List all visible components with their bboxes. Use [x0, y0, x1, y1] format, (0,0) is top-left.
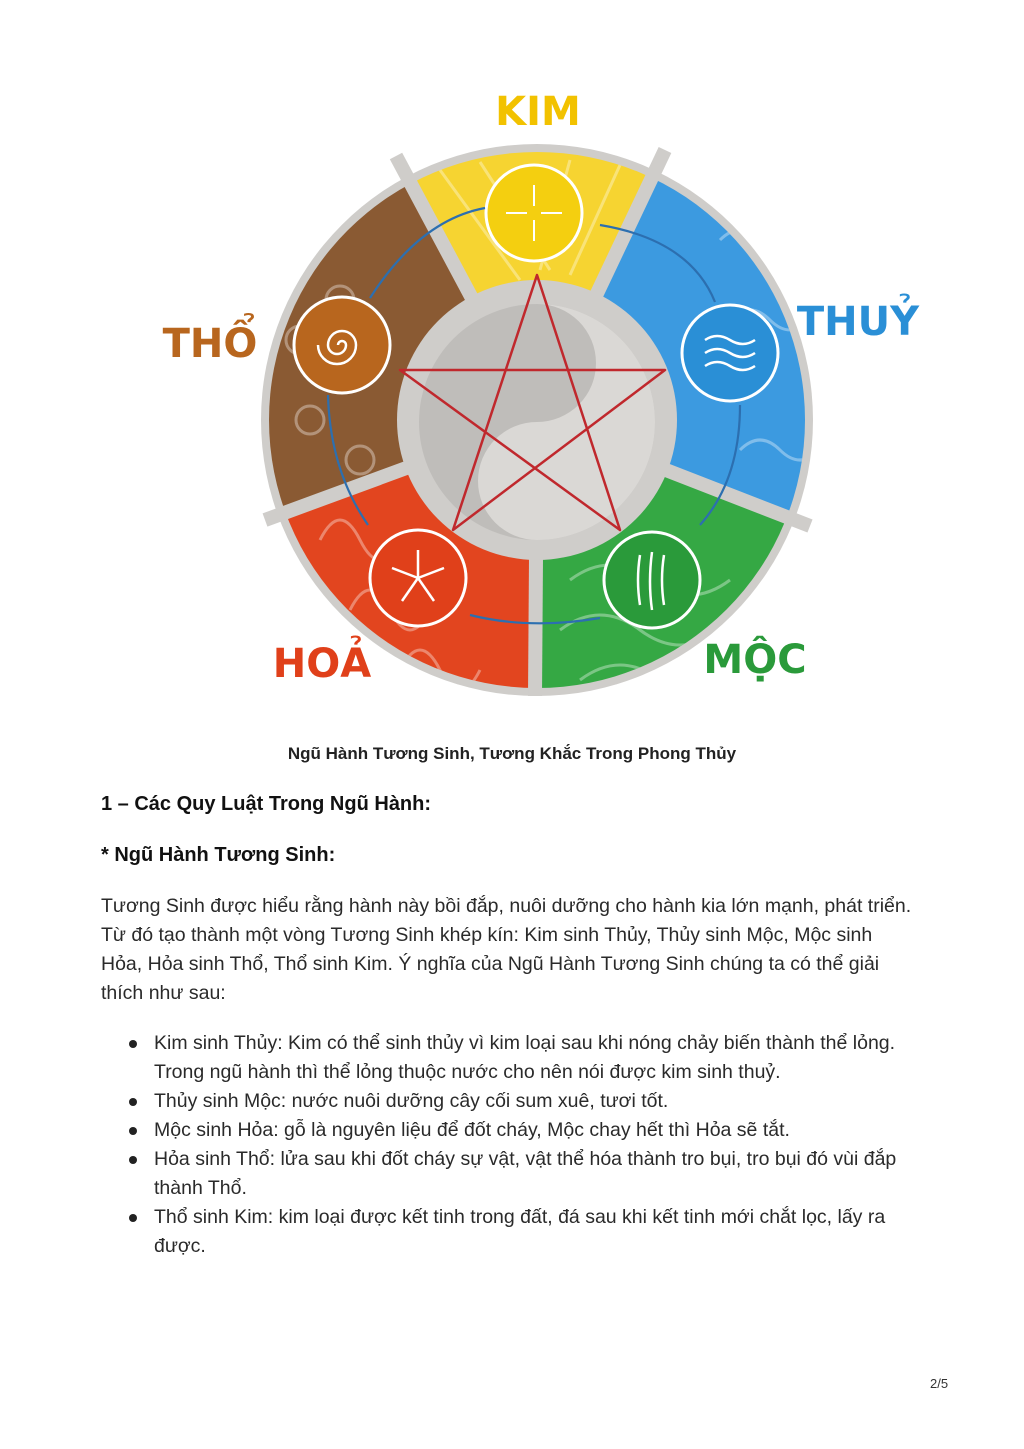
element-kim: [486, 165, 582, 261]
bullet-list: [101, 1029, 913, 1261]
label-thuy: THUỶ: [796, 299, 920, 345]
element-moc: [604, 532, 700, 628]
yin-yang-icon: [419, 304, 655, 540]
label-tho: THỔ: [162, 321, 258, 367]
list-item: Kim sinh Thủy: Kim có thể sinh thủy vì kim loại sau khi nóng chảy biến thành thể lỏng. Trong ngũ hành thì thể lỏng thuộc nước cho nên nói được kim sinh thuỷ.: [101, 1029, 913, 1087]
list-item: Thổ sinh Kim: kim loại được kết tinh trong đất, đá sau khi kết tinh mới chắt lọc, lấy ra được.: [101, 1203, 913, 1261]
label-hoa: HOẢ: [272, 641, 372, 687]
page-number: 2/5: [930, 1376, 949, 1391]
section-heading: 1 – Các Quy Luật Trong Ngũ Hành:: [101, 793, 432, 815]
list-item: Thủy sinh Mộc: nước nuôi dưỡng cây cối sum xuê, tươi tốt.: [101, 1087, 913, 1116]
intro-paragraph: Tương Sinh được hiểu rằng hành này bồi đắp, nuôi dưỡng cho hành kia lớn mạnh, phát triển. Từ đó tạo thành một vòng Tương Sinh khép kín: Kim sinh Thủy, Thủy sinh Mộc, Mộc sinh Hỏa, Hỏa sinh Thổ, Thổ sinh Kim. Ý nghĩa của Ngũ Hành Tương Sinh chúng ta có thể giải thích như sau:: [101, 895, 912, 1004]
figure-caption: Ngũ Hành Tương Sinh, Tương Khắc Trong Phong Thủy: [287, 744, 737, 763]
element-hoa: [370, 530, 466, 626]
list-item: Mộc sinh Hỏa: gỗ là nguyên liệu để đốt cháy, Mộc chay hết thì Hỏa sẽ tắt.: [101, 1116, 913, 1145]
label-kim: KIM: [495, 89, 581, 135]
subsection-heading: * Ngũ Hành Tương Sinh:: [101, 844, 336, 866]
element-tho: [294, 297, 390, 393]
label-moc: MỘC: [703, 637, 807, 683]
five-elements-diagram: [100, 70, 930, 710]
list-item: Hỏa sinh Thổ: lửa sau khi đốt cháy sự vật, vật thể hóa thành tro bụi, tro bụi đó vùi đắp thành Thổ.: [101, 1145, 913, 1203]
element-thuy: [682, 305, 778, 401]
